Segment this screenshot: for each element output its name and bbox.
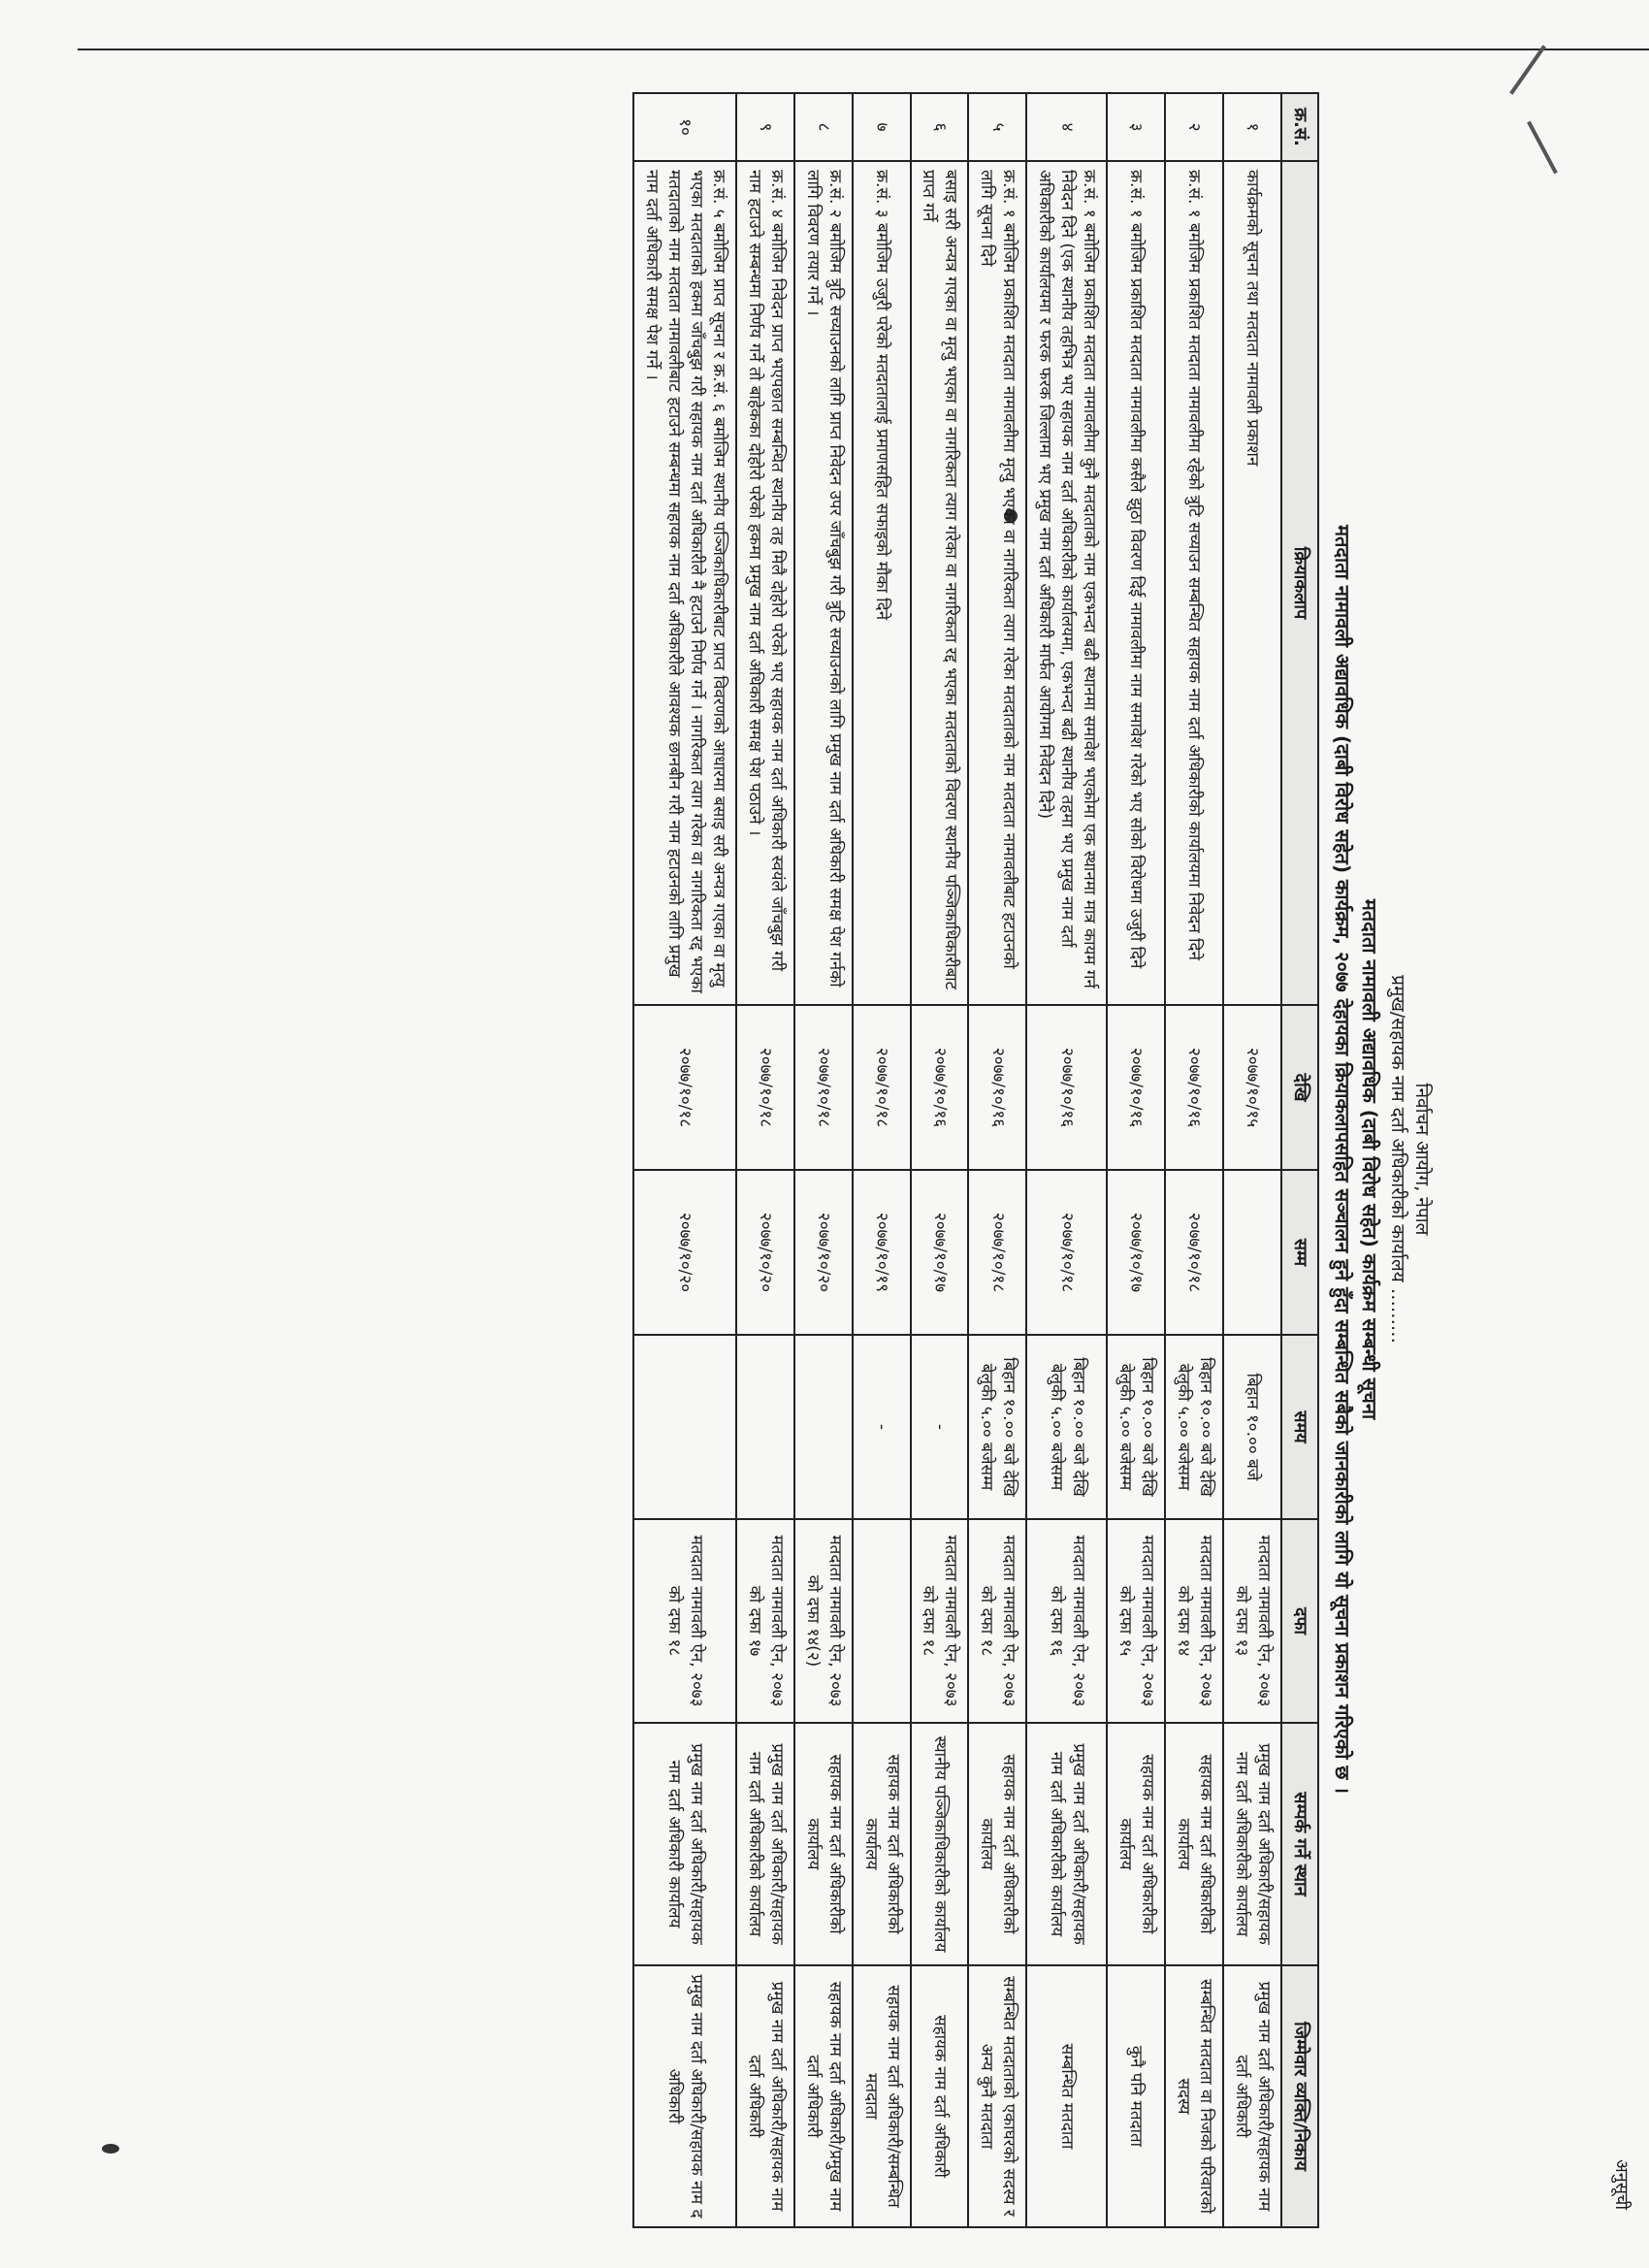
table-row: [853, 93, 911, 2227]
cell-section: [853, 1519, 911, 1723]
cell-section: मतदाता नामावली ऐन, २०७३ को दफा १४: [1165, 1519, 1223, 1723]
schedule-table: [632, 92, 1319, 2228]
cell-from: २०७७/१०/१६: [1026, 1005, 1107, 1170]
cell-place: स्थानीय पञ्जिकाधिकारीको कार्यालय: [911, 1723, 969, 1965]
col-header-time: समय: [1281, 1335, 1318, 1519]
cell-responsible: सम्बन्धित मतदाता वा निजको परिवारको सदस्य: [1165, 1965, 1223, 2227]
cell-responsible: सहायक नाम दर्ता अधिकारी/सम्बन्धित मतदाता: [853, 1965, 911, 2227]
org-name: निर्वाचन आयोग, नेपाल: [1411, 1083, 1433, 1236]
cell-responsible: प्रमुख नाम दर्ता अधिकारी/सहायक नाम दर्ता अधिकारी: [1223, 1965, 1281, 2227]
cell-sn: १: [1223, 93, 1281, 161]
scan-top-line: [78, 49, 1649, 50]
table-row: [1026, 93, 1107, 2227]
cell-from: २०७७/१०/१८: [736, 1005, 794, 1170]
notice-title: मतदाता नामावली अद्यावधिक (दाबी विरोध सहेत) कार्यक्रम, २०७७ देहायका क्रियाकलापसहित सञ्चालन हुने हुँदा सम्बन्धित सबैको जानकारीको लागि यो सूचना प्रकाशन गरिएको छ ।: [1331, 525, 1354, 1794]
annex-label: अनुसूची: [1611, 2158, 1632, 2210]
cell-to: [1223, 1170, 1281, 1335]
cell-section: मतदाता नामावली ऐन, २०७३ को दफा १७: [736, 1519, 794, 1723]
cell-time: [736, 1335, 794, 1519]
col-header-sn: क्र.सं.: [1281, 93, 1318, 161]
cell-time: बिहान १०.०० बजे: [1223, 1335, 1281, 1519]
cell-from: २०७७/१०/१६: [1165, 1005, 1223, 1170]
cell-to: २०७७/१०/१८: [968, 1170, 1026, 1335]
cell-to: २०७७/१०/१९: [853, 1170, 911, 1335]
cell-from: २०७७/१०/१५: [1223, 1005, 1281, 1170]
cell-sn: २: [1165, 93, 1223, 161]
cell-section: मतदाता नामावली ऐन, २०७३ को दफा १६: [1026, 1519, 1107, 1723]
table-row: [1165, 93, 1223, 2227]
cell-sn: ६: [911, 93, 969, 161]
cell-activity: क्र.सं. ५ बमोजिम प्राप्त सूचना र क्र.सं. ६ बमोजिम स्थानीय पञ्जिकाधिकारीबाट प्राप्त विवरणको आधारमा बसाइ सरी अन्यत्र गएका वा मृत्यु भएका मतदाताको हकमा जाँचबुझ गरी सहायक नाम दर्ता अधिकारीले नै हटाउने निर्णय गर्ने । नागरिकता त्याग गरेका वा नागरिकता रद्द भएका मतदाताको नाम मतदाता नामावलीबाट हटाउने सम्बन्धमा सहायक नाम दर्ता अधिकारीले आवश्यक छानबीन गरी नाम हटाउनको लागि प्रमुख नाम दर्ता अधिकारी समक्ष पेश गर्ने ।: [633, 161, 736, 1005]
cell-time: बिहान १०.०० बजे देखि बेलुकी ५.०० बजेसम्म: [1165, 1335, 1223, 1519]
cell-sn: ३: [1107, 93, 1165, 161]
cell-activity: क्र.सं. ३ बमोजिम उजुरी परेको मतदातालाई प्रमाणसहित सफाइको मौका दिने: [853, 161, 911, 1005]
cell-activity: क्र.सं. १ बमोजिम प्रकाशित मतदाता नामावलीमा कसैले झुठा विवरण दिई नामावलीमा नाम समावेश गरेको भए सोको विरोधमा उजुरी दिने: [1107, 161, 1165, 1005]
cell-responsible: प्रमुख नाम दर्ता अधिकारी/सहायक नाम द अधिकारी: [633, 1965, 736, 2227]
cell-section: मतदाता नामावली ऐन, २०७३ को दफा १३: [1223, 1519, 1281, 1723]
cell-place: सहायक नाम दर्ता अधिकारीको कार्यालय: [1107, 1723, 1165, 1965]
rotated-notice: [175, 92, 1433, 2226]
cell-from: २०७७/१०/१८: [853, 1005, 911, 1170]
cell-section: मतदाता नामावली ऐन, २०७३ को दफा १८: [633, 1519, 736, 1723]
cell-sn: ५: [968, 93, 1026, 161]
cell-from: २०७७/१०/१६: [911, 1005, 969, 1170]
cell-place: सहायक नाम दर्ता अधिकारीको कार्यालय: [968, 1723, 1026, 1965]
cell-activity: कार्यक्रमको सूचना तथा मतदाता नामावली प्रकाशन: [1223, 161, 1281, 1005]
cell-responsible: सम्बन्धित मतदाताको एकाघरको सदस्य र अन्य कुनै मतदाता: [968, 1965, 1026, 2227]
col-header-to: सम्म: [1281, 1170, 1318, 1335]
cell-responsible: सहायक नाम दर्ता अधिकारी: [911, 1965, 969, 2227]
cell-from: २०७७/१०/१८: [794, 1005, 853, 1170]
cell-to: २०७७/१०/२०: [633, 1170, 736, 1335]
cell-to: २०७७/१०/२०: [736, 1170, 794, 1335]
cell-section: मतदाता नामावली ऐन, २०७३ को दफा १८: [911, 1519, 969, 1723]
cell-to: २०७७/१०/१८: [1026, 1170, 1107, 1335]
col-header-responsible: जिम्मेवार व्यक्ति/निकाय: [1281, 1965, 1318, 2227]
cell-from: २०७७/१०/१८: [633, 1005, 736, 1170]
cell-responsible: कुनै पनि मतदाता: [1107, 1965, 1165, 2227]
col-header-place: सम्पर्क गर्ने स्थान: [1281, 1723, 1318, 1965]
cell-place: प्रमुख नाम दर्ता अधिकारी/सहायक नाम दर्ता अधिकारीको कार्यालय: [736, 1723, 794, 1965]
cell-section: मतदाता नामावली ऐन, २०७३ को दफा १५: [1107, 1519, 1165, 1723]
cell-to: २०७७/१०/२०: [794, 1170, 853, 1335]
cell-responsible: सहायक नाम दर्ता अधिकारी/प्रमुख नाम दर्ता अधिकारी: [794, 1965, 853, 2227]
cell-time: बिहान १०.०० बजे देखि बेलुकी ५.०० बजेसम्म: [968, 1335, 1026, 1519]
cell-place: सहायक नाम दर्ता अधिकारीको कार्यालय: [794, 1723, 853, 1965]
cell-from: २०७७/१०/१६: [968, 1005, 1026, 1170]
cell-place: प्रमुख नाम दर्ता अधिकारी/सहायक नाम दर्ता अधिकारीको कार्यालय: [1223, 1723, 1281, 1965]
cell-activity: क्र.सं. २ बमोजिम त्रुटि सच्याउनको लागि प्राप्त निवेदन उपर जाँचबुझ गरी त्रुटि सच्याउनको लागि प्रमुख नाम दर्ता अधिकारी समक्ष पेश गर्नको लागि विवरण तयार गर्ने ।: [794, 161, 853, 1005]
table-row: [1107, 93, 1165, 2227]
col-header-section: दफा: [1281, 1519, 1318, 1723]
cell-time: [794, 1335, 853, 1519]
office-name: प्रमुख/सहायक नाम दर्ता अधिकारीको कार्यालय ………: [1387, 975, 1408, 1344]
cell-to: २०७७/१०/१७: [1107, 1170, 1165, 1335]
cell-section: मतदाता नामावली ऐन, २०७३ को दफा १८: [968, 1519, 1026, 1723]
cell-place: प्रमुख नाम दर्ता अधिकारी/सहायक नाम दर्ता अधिकारीको कार्यालय: [1026, 1723, 1107, 1965]
cell-place: सहायक नाम दर्ता अधिकारीको कार्यालय: [1165, 1723, 1223, 1965]
col-header-activity: क्रियाकलाप: [1281, 161, 1318, 1005]
table-row: [1223, 93, 1281, 2227]
table-row: [794, 93, 853, 2227]
cell-from: २०७७/१०/१६: [1107, 1005, 1165, 1170]
col-header-from: देखि: [1281, 1005, 1318, 1170]
cell-sn: ७: [853, 93, 911, 161]
table-row: [968, 93, 1026, 2227]
cell-section: मतदाता नामावली ऐन, २०७३ को दफा १४(२): [794, 1519, 853, 1723]
cell-time: -: [911, 1335, 969, 1519]
cell-sn: १०: [633, 93, 736, 161]
cell-time: बिहान १०.०० बजे देखि बेलुकी ५.०० बजेसम्म: [1107, 1335, 1165, 1519]
table-row: [633, 93, 736, 2227]
cell-place: प्रमुख नाम दर्ता अधिकारी/सहायक नाम दर्ता अधिकारी कार्यालय: [633, 1723, 736, 1965]
cell-time: [633, 1335, 736, 1519]
cell-place: सहायक नाम दर्ता अधिकारीको कार्यालय: [853, 1723, 911, 1965]
cell-activity: क्र.सं. १ बमोजिम प्रकाशित मतदाता नामावलीमा मृत्यु भएका वा नागरिकता त्याग गरेका मतदाताको नाम मतदाता नामावलीबाट हटाउनको लागि सूचना दिने: [968, 161, 1026, 1005]
table-row: [736, 93, 794, 2227]
cell-to: २०७७/१०/१८: [1165, 1170, 1223, 1335]
cell-to: २०७७/१०/१७: [911, 1170, 969, 1335]
cell-responsible: प्रमुख नाम दर्ता अधिकारी/सहायक नाम दर्ता अधिकारी: [736, 1965, 794, 2227]
cell-sn: ८: [794, 93, 853, 161]
cell-activity: बसाइ सरी अन्यत्र गएका वा मृत्यु भएका वा नागरिकता त्याग गरेका वा नागरिकता रद्द भएका मतदाताको विवरण स्थानीय पञ्जिकाधिकारीबाट प्राप्त गर्ने: [911, 161, 969, 1005]
cell-activity: क्र.सं. १ बमोजिम प्रकाशित मतदाता नामावलीमा रहेको त्रुटि सच्याउन सम्बन्धित सहायक नाम दर्ता अधिकारीको कार्यालयमा निवेदन दिने: [1165, 161, 1223, 1005]
table-row: [911, 93, 969, 2227]
cell-sn: ४: [1026, 93, 1107, 161]
cell-responsible: सम्बन्धित मतदाता: [1026, 1965, 1107, 2227]
table-header-row: [1281, 93, 1318, 2227]
cell-activity: क्र.सं. १ बमोजिम प्रकाशित मतदाता नामावलीमा कुनै मतदाताको नाम एकभन्दा बढी स्थानमा समावेश भएकोमा एक स्थानमा मात्र कायम गर्न निवेदन दिने (एक स्थानीय तहभित्र भए सहायक नाम दर्ता अधिकारीको कार्यालयमा, एकभन्दा बढी स्थानीय तहमा भए प्रमुख नाम दर्ता अधिकारीको कार्यालयमा र फरक फरक जिल्लामा भए प्रमुख नाम दर्ता अधिकारी मार्फत आयोगमा निवेदन दिने): [1026, 161, 1107, 1005]
cell-time: -: [853, 1335, 911, 1519]
cell-sn: ९: [736, 93, 794, 161]
notice-heading: मतदाता नामावली अद्यावधिक (दाबी विरोध सहेत) कार्यक्रम सम्बन्धी सूचना: [1358, 898, 1381, 1420]
scan-speck: [102, 2144, 119, 2154]
cell-time: बिहान १०.०० बजे देखि बेलुकी ५.०० बजेसम्म: [1026, 1335, 1107, 1519]
cell-activity: क्र.सं. ४ बमोजिम निवेदन प्राप्त भएपछात सम्बन्धित स्थानीय तह मिलै दोहोरो परेको भए सहायक नाम दर्ता अधिकारी स्वयंले जाँचबुझ गरी नाम हटाउने सम्बन्धमा निर्णय गर्ने तो बाहेकका दोहोरो परेको हकमा प्रमुख नाम दर्ता अधिकारी समक्ष पेश पठाउने ।: [736, 161, 794, 1005]
